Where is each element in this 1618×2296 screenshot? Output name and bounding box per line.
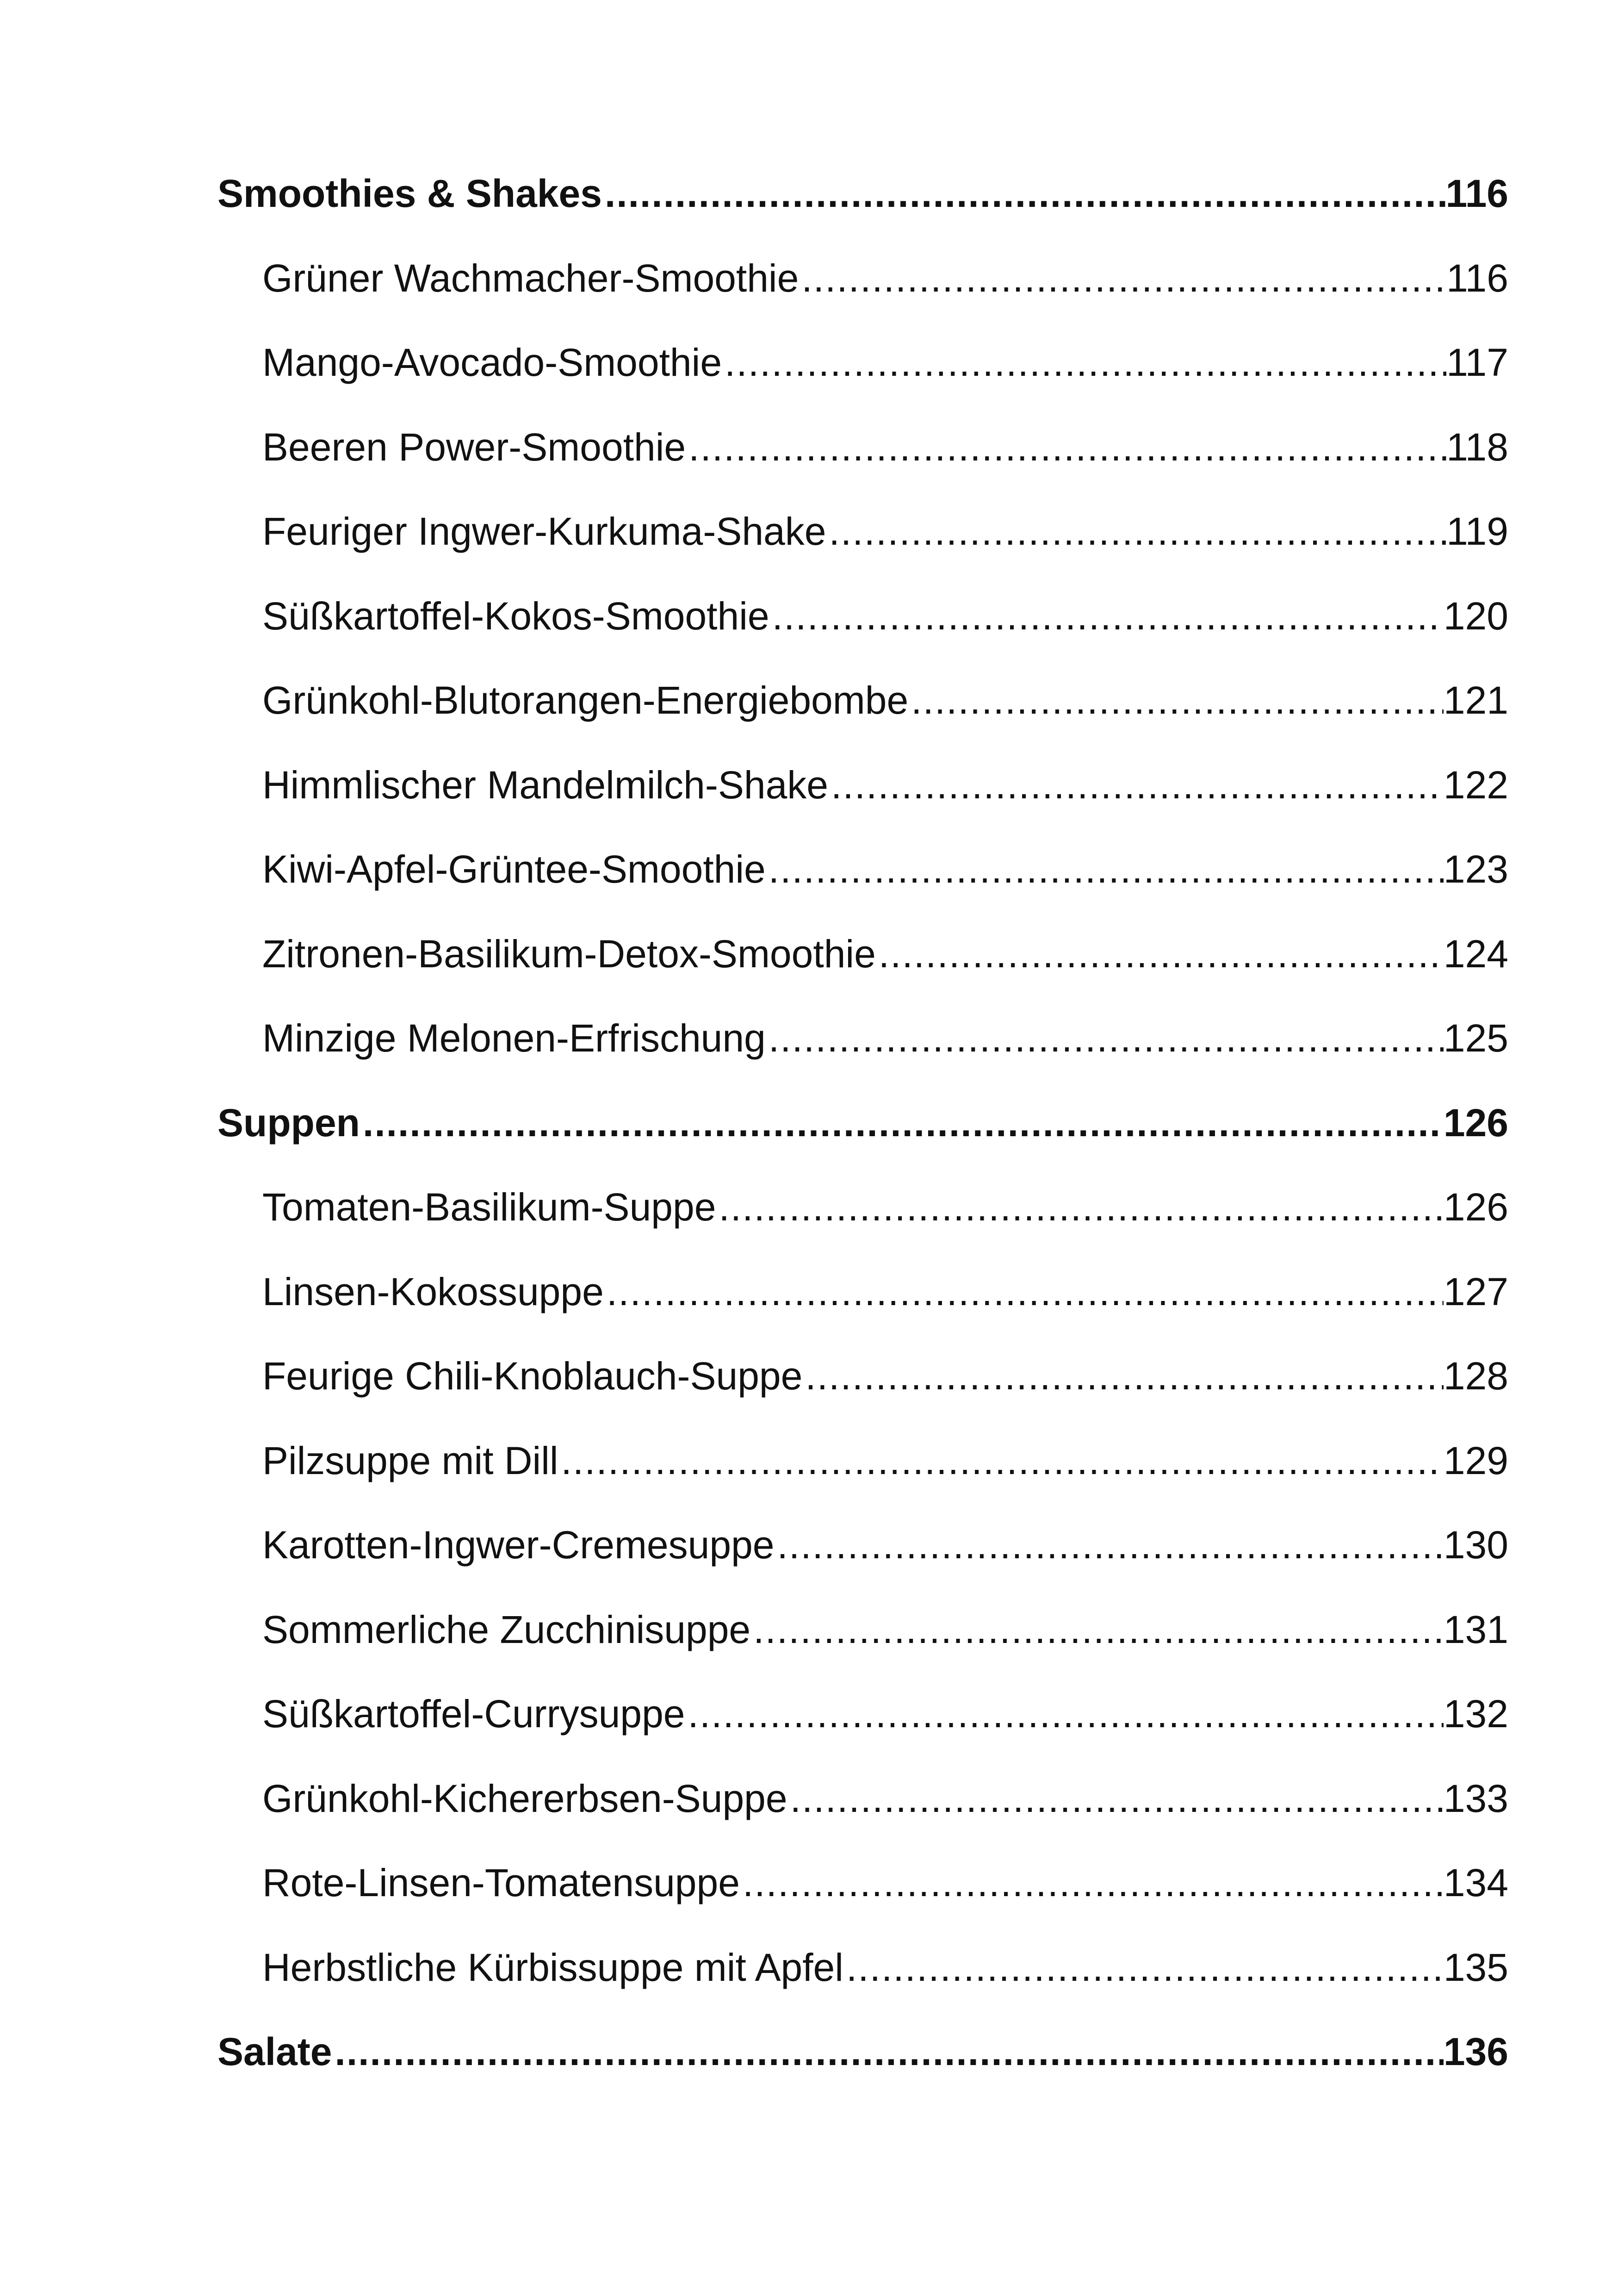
- toc-page-number: 124: [1443, 932, 1508, 976]
- toc-entry-title: Herbstliche Kürbissuppe mit Apfel: [262, 1945, 843, 1989]
- toc-entry-title: Himmlischer Mandelmilch-Shake: [262, 763, 829, 807]
- toc-page-number: 135: [1443, 1945, 1508, 1989]
- toc-item-entry[interactable]: [217, 1346, 1508, 1431]
- toc-dot-leader: [826, 501, 1447, 561]
- toc-item-entry[interactable]: [217, 248, 1508, 333]
- toc-item-entry[interactable]: [217, 1515, 1508, 1599]
- toc-entry-title: Suppen: [217, 1101, 360, 1145]
- toc-page-number: 116: [1446, 256, 1508, 300]
- toc-page-number: 128: [1443, 1354, 1508, 1398]
- toc-entry-title: Minzige Melonen-Erfrischung: [262, 1016, 766, 1060]
- toc-page-number: 122: [1443, 763, 1508, 807]
- toc-page-number: 134: [1443, 1861, 1508, 1904]
- toc-page-number: 120: [1443, 594, 1508, 638]
- toc-dot-leader: [360, 1093, 1444, 1153]
- toc-dot-leader: [828, 755, 1444, 815]
- toc-item-entry[interactable]: [217, 755, 1508, 840]
- toc-page-number: 129: [1443, 1438, 1508, 1482]
- toc-dot-leader: [802, 1346, 1443, 1406]
- toc-page-number: 121: [1443, 678, 1508, 722]
- toc-item-entry[interactable]: [217, 670, 1508, 755]
- toc-page-number: 130: [1443, 1523, 1508, 1567]
- toc-item-entry[interactable]: [217, 417, 1508, 502]
- toc-dot-leader: [740, 1853, 1444, 1913]
- toc-dot-leader: [332, 2022, 1444, 2082]
- toc-entry-title: Rote-Linsen-Tomatensuppe: [262, 1861, 740, 1904]
- toc-entry-title: Pilzsuppe mit Dill: [262, 1438, 558, 1482]
- toc-dot-leader: [750, 1599, 1444, 1660]
- toc-entry-title: Smoothies & Shakes: [217, 172, 602, 215]
- toc-entry-title: Feurige Chili-Knoblauch-Suppe: [262, 1354, 803, 1398]
- toc-dot-leader: [876, 924, 1444, 984]
- toc-entry-title: Grünkohl-Kichererbsen-Suppe: [262, 1776, 787, 1820]
- toc-entry-title: Zitronen-Basilikum-Detox-Smoothie: [262, 932, 876, 976]
- toc-dot-leader: [799, 248, 1446, 308]
- toc-entry-title: Mango-Avocado-Smoothie: [262, 341, 722, 384]
- toc-item-entry[interactable]: [217, 1431, 1508, 1515]
- toc-item-entry[interactable]: [217, 1768, 1508, 1853]
- toc-dot-leader: [558, 1431, 1444, 1491]
- toc-dot-leader: [766, 839, 1444, 899]
- toc-page-number: 117: [1446, 341, 1508, 384]
- toc-entry-title: Sommerliche Zucchinisuppe: [262, 1607, 751, 1651]
- toc-dot-leader: [685, 1684, 1444, 1744]
- toc-page-number: 119: [1446, 510, 1508, 553]
- toc-dot-leader: [787, 1768, 1444, 1829]
- toc-entry-title: Grüner Wachmacher-Smoothie: [262, 256, 799, 300]
- toc-dot-leader: [843, 1937, 1444, 1997]
- toc-page-number: 127: [1443, 1269, 1508, 1313]
- toc-dot-leader: [604, 1262, 1444, 1322]
- toc-entry-title: Kiwi-Apfel-Grüntee-Smoothie: [262, 847, 766, 891]
- toc-entry-title: Feuriger Ingwer-Kurkuma-Shake: [262, 510, 826, 553]
- toc-page-number: 126: [1443, 1101, 1508, 1145]
- toc-item-entry[interactable]: [217, 1177, 1508, 1262]
- toc-page-number: 133: [1443, 1776, 1508, 1820]
- toc-section-entry[interactable]: [217, 163, 1508, 248]
- toc-item-entry[interactable]: [217, 1853, 1508, 1937]
- toc-item-entry[interactable]: [217, 1008, 1508, 1093]
- toc-page-number: 126: [1443, 1185, 1508, 1229]
- toc-page-number: 116: [1445, 172, 1508, 215]
- toc-entry-title: Linsen-Kokossuppe: [262, 1269, 604, 1313]
- toc-entry-title: Karotten-Ingwer-Cremesuppe: [262, 1523, 775, 1567]
- toc-item-entry[interactable]: [217, 924, 1508, 1008]
- toc-item-entry[interactable]: [217, 1262, 1508, 1346]
- table-of-contents: [217, 163, 1508, 2106]
- toc-item-entry[interactable]: [217, 1684, 1508, 1768]
- toc-section-entry[interactable]: [217, 1093, 1508, 1177]
- toc-dot-leader: [769, 586, 1444, 646]
- toc-dot-leader: [766, 1008, 1444, 1068]
- toc-item-entry[interactable]: [217, 586, 1508, 671]
- toc-item-entry[interactable]: [217, 332, 1508, 417]
- toc-page-number: 132: [1443, 1692, 1508, 1736]
- toc-dot-leader: [602, 163, 1446, 224]
- toc-section-entry[interactable]: [217, 2022, 1508, 2106]
- toc-entry-title: Süßkartoffel-Kokos-Smoothie: [262, 594, 769, 638]
- toc-entry-title: Süßkartoffel-Currysuppe: [262, 1692, 685, 1736]
- toc-page-number: 131: [1443, 1607, 1508, 1651]
- toc-entry-title: Tomaten-Basilikum-Suppe: [262, 1185, 716, 1229]
- toc-item-entry[interactable]: [217, 501, 1508, 586]
- toc-dot-leader: [775, 1515, 1444, 1575]
- toc-dot-leader: [716, 1177, 1443, 1237]
- toc-entry-title: Grünkohl-Blutorangen-Energiebombe: [262, 678, 909, 722]
- toc-page-number: 136: [1443, 2030, 1508, 2073]
- toc-dot-leader: [908, 670, 1444, 730]
- toc-entry-title: Salate: [217, 2030, 332, 2073]
- toc-item-entry[interactable]: [217, 839, 1508, 924]
- toc-page-number: 125: [1443, 1016, 1508, 1060]
- toc-page-number: 118: [1446, 425, 1508, 469]
- toc-dot-leader: [686, 417, 1446, 477]
- toc-page-number: 123: [1443, 847, 1508, 891]
- toc-item-entry[interactable]: [217, 1599, 1508, 1684]
- toc-dot-leader: [722, 332, 1446, 392]
- toc-item-entry[interactable]: [217, 1937, 1508, 2022]
- toc-entry-title: Beeren Power-Smoothie: [262, 425, 686, 469]
